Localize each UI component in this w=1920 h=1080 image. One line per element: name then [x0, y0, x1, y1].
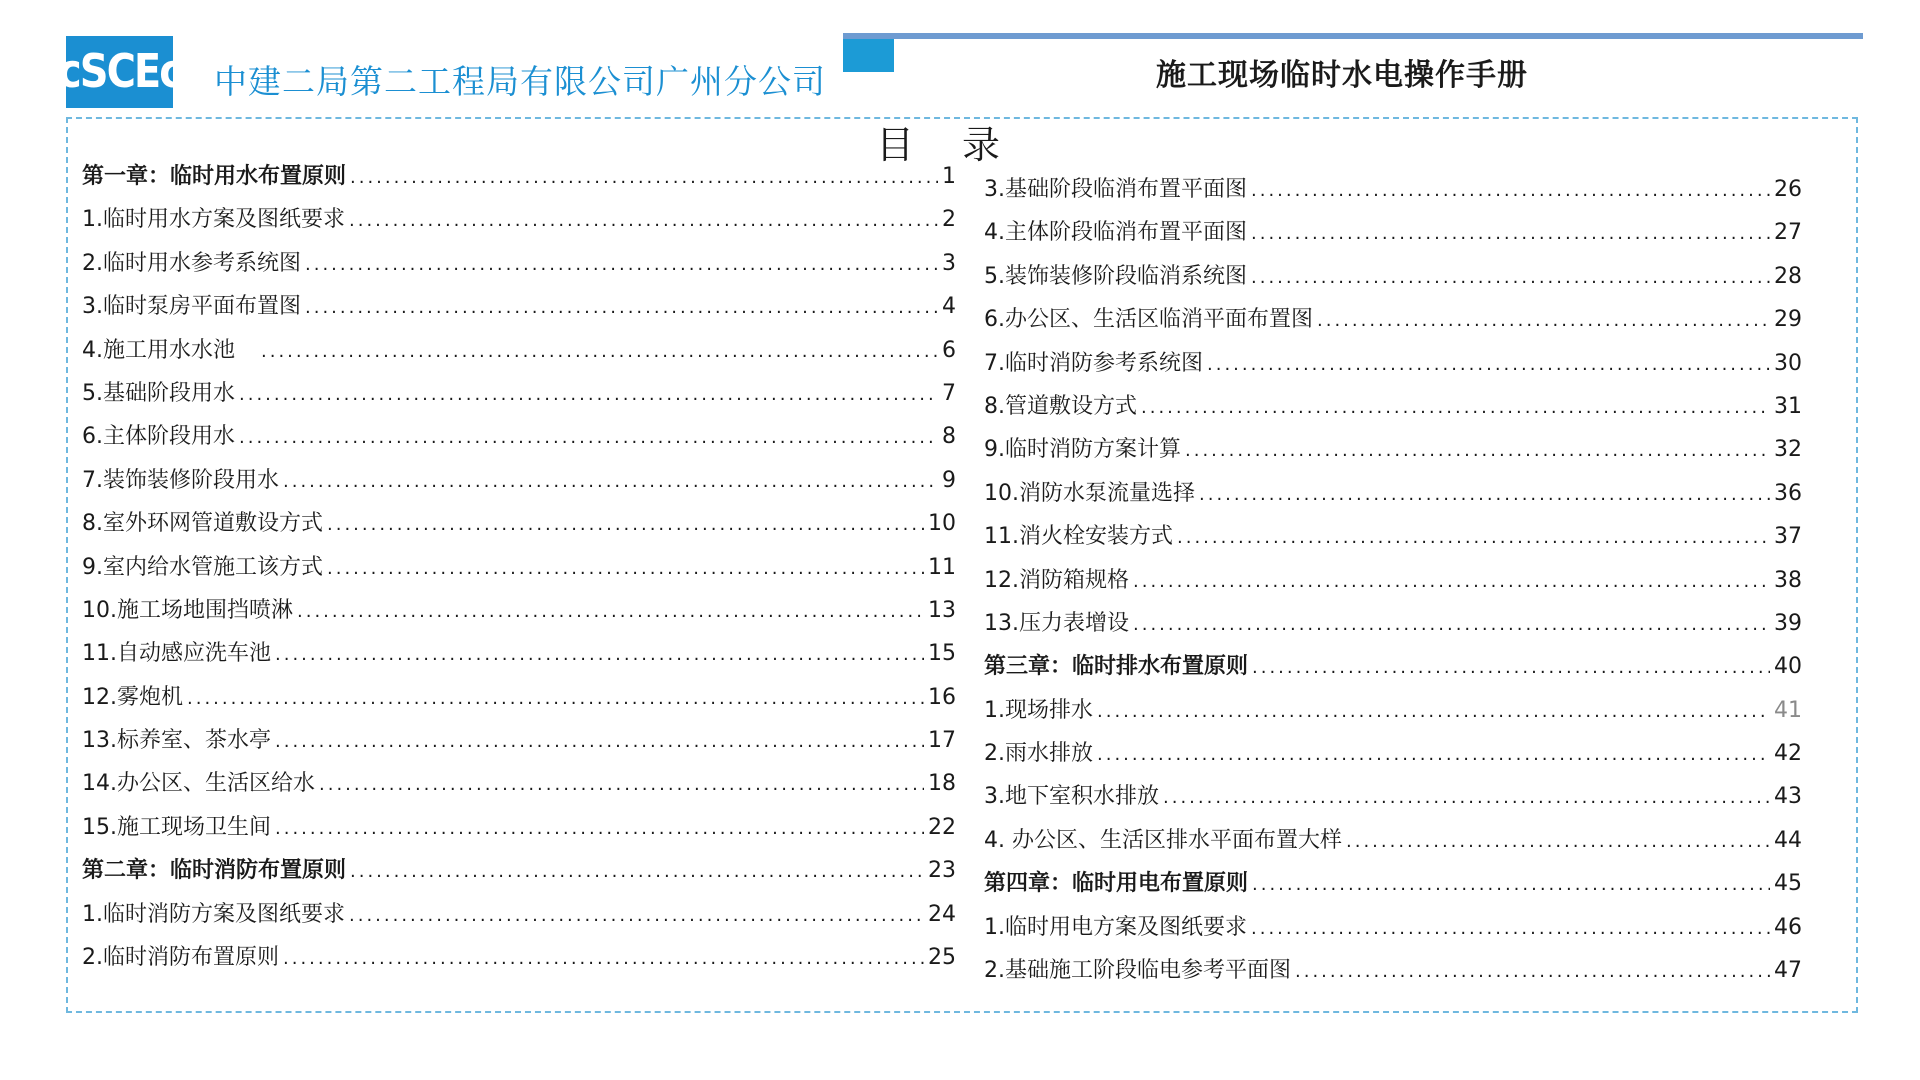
toc-heading: 目录: [876, 123, 1049, 167]
toc-leader-dots: [1097, 744, 1770, 765]
toc-entry-title: 4.主体阶段临消布置平面图: [984, 220, 1247, 246]
toc-leader-dots: [1199, 484, 1770, 505]
toc-leader-dots: [327, 514, 924, 535]
toc-entry-page: 17: [928, 728, 956, 754]
toc-entry-page: 31: [1774, 393, 1802, 419]
toc-entry[interactable]: [984, 779, 1802, 822]
toc-entry-page: 6: [942, 337, 956, 363]
toc-entry-title: 1.临时消防方案及图纸要求: [82, 901, 345, 927]
toc-entry-page: 7: [942, 380, 956, 406]
toc-entry-title: 3.临时泵房平面布置图: [82, 294, 301, 320]
toc-entry[interactable]: [82, 289, 956, 332]
toc-entry[interactable]: [82, 202, 956, 245]
toc-leader-dots: [1207, 354, 1770, 375]
toc-entry-page: 44: [1774, 827, 1802, 853]
toc-leader-dots: [1251, 267, 1770, 288]
toc-entry-page: 45: [1774, 871, 1802, 897]
toc-entry-title: 9.临时消防方案计算: [984, 437, 1181, 463]
toc-entry-page: 22: [928, 814, 956, 840]
toc-entry-page: 30: [1774, 350, 1802, 376]
toc-entry-page: 46: [1774, 914, 1802, 940]
toc-entry-page: 3: [942, 250, 956, 276]
toc-entry[interactable]: [82, 376, 956, 419]
toc-entry-title: 7.装饰装修阶段用水: [82, 467, 279, 493]
toc-entry-page: 41: [1774, 697, 1802, 723]
toc-leader-dots: [275, 731, 924, 752]
toc-entry-title: 第一章：临时用水布置原则: [82, 163, 347, 189]
toc-leader-dots: [275, 644, 924, 665]
toc-entry-title: 1.临时用水方案及图纸要求: [82, 207, 345, 233]
toc-leader-dots: [1097, 701, 1770, 722]
toc-entry[interactable]: [984, 346, 1802, 389]
toc-entry[interactable]: [984, 953, 1802, 996]
toc-entry[interactable]: [82, 723, 956, 766]
toc-entry-page: 32: [1774, 437, 1802, 463]
toc-leader-dots: [305, 254, 938, 275]
toc-leader-dots: [283, 948, 924, 969]
toc-entry-title: 6.主体阶段用水: [82, 424, 235, 450]
toc-entry-page: 40: [1774, 654, 1802, 680]
toc-leader-dots: [239, 384, 938, 405]
toc-entry-page: 13: [928, 597, 956, 623]
toc-leader-dots: [1133, 614, 1770, 635]
toc-chapter-entry[interactable]: [984, 866, 1802, 909]
toc-chapter-entry[interactable]: [82, 159, 956, 202]
toc-leader-dots: [297, 601, 924, 622]
toc-entry[interactable]: [984, 172, 1802, 215]
toc-leader-dots: [283, 471, 938, 492]
toc-entry[interactable]: [984, 302, 1802, 345]
toc-entry-title: 6.办公区、生活区临消平面布置图: [984, 307, 1313, 333]
toc-leader-dots: [1252, 874, 1770, 895]
toc-entry[interactable]: [984, 563, 1802, 606]
toc-entry[interactable]: [82, 246, 956, 289]
toc-entry-title: 4.施工用水水池: [82, 337, 257, 363]
toc-leader-dots: [1252, 657, 1770, 678]
toc-entry[interactable]: [984, 389, 1802, 432]
toc-entry-page: 16: [928, 684, 956, 710]
company-name: 中建二局第二工程局有限公司广州分公司: [214, 62, 826, 101]
toc-entry[interactable]: [82, 419, 956, 462]
toc-leader-dots: [350, 861, 924, 882]
toc-entry-title: 5.装饰装修阶段临消系统图: [984, 263, 1247, 289]
toc-entry[interactable]: [984, 432, 1802, 475]
toc-entry-page: 42: [1774, 741, 1802, 767]
toc-entry[interactable]: [984, 476, 1802, 519]
toc-entry[interactable]: [82, 766, 956, 809]
toc-leader-dots: [1141, 397, 1770, 418]
toc-entry-title: 8.管道敷设方式: [984, 393, 1137, 419]
toc-entry[interactable]: [82, 636, 956, 679]
toc-leader-dots: [1251, 223, 1770, 244]
toc-entry-page: 27: [1774, 220, 1802, 246]
toc-entry-page: 4: [942, 294, 956, 320]
toc-entry[interactable]: [82, 463, 956, 506]
header-accent-block: [843, 39, 894, 72]
toc-entry-title: 5.基础阶段用水: [82, 380, 235, 406]
toc-leader-dots: [349, 210, 938, 231]
toc-entry-title: 10.消防水泵流量选择: [984, 480, 1195, 506]
toc-entry-title: 8.室外环网管道敷设方式: [82, 511, 323, 537]
toc-entry-title: 第三章：临时排水布置原则: [984, 653, 1249, 680]
toc-entry-title: 3.基础阶段临消布置平面图: [984, 177, 1247, 202]
toc-entry-page: 18: [928, 771, 956, 797]
toc-leader-dots: [1317, 310, 1770, 331]
toc-entry[interactable]: [82, 897, 956, 940]
toc-entry-page: 47: [1774, 958, 1802, 984]
toc-chapter-entry[interactable]: [984, 649, 1802, 692]
toc-leader-dots: [261, 341, 938, 362]
toc-leader-dots: [1346, 831, 1770, 852]
toc-entry-page: 36: [1774, 480, 1802, 506]
toc-entry-title: 13.压力表增设: [984, 610, 1129, 636]
toc-leader-dots: [1163, 787, 1770, 808]
toc-leader-dots: [327, 558, 924, 579]
document-title: 施工现场临时水电操作手册: [1156, 58, 1528, 93]
toc-entry-page: 38: [1774, 567, 1802, 593]
toc-entry-page: 29: [1774, 307, 1802, 333]
toc-leader-dots: [1251, 180, 1770, 201]
toc-entry-title: 12.消防箱规格: [984, 567, 1129, 593]
toc-entry-title: 13.标养室、茶水亭: [82, 728, 271, 754]
toc-entry[interactable]: [984, 259, 1802, 302]
toc-entry-title: 10.施工场地围挡喷淋: [82, 597, 293, 623]
toc-entry-page: 37: [1774, 524, 1802, 550]
toc-leader-dots: [305, 297, 938, 318]
toc-column-left: [82, 159, 956, 983]
toc-leader-dots: [239, 427, 938, 448]
toc-entry-title: 11.自动感应洗车池: [82, 641, 271, 667]
toc-entry-page: 15: [928, 641, 956, 667]
toc-leader-dots: [187, 688, 924, 709]
toc-entry[interactable]: [984, 736, 1802, 779]
toc-entry[interactable]: [82, 680, 956, 723]
toc-entry[interactable]: [984, 519, 1802, 562]
toc-leader-dots: [350, 167, 938, 188]
toc-leader-dots: [1251, 918, 1770, 939]
toc-entry-page: 39: [1774, 610, 1802, 636]
toc-leader-dots: [1133, 571, 1770, 592]
logo-text: cSCEc: [58, 45, 181, 99]
toc-entry-title: 14.办公区、生活区给水: [82, 771, 315, 797]
toc-entry-title: 1.现场排水: [984, 697, 1093, 723]
toc-leader-dots: [349, 905, 924, 926]
toc-entry-title: 4. 办公区、生活区排水平面布置大样: [984, 827, 1342, 853]
toc-entry-title: 12.雾炮机: [82, 684, 183, 710]
toc-entry-page: 2: [942, 207, 956, 233]
toc-leader-dots: [319, 774, 924, 795]
toc-entry[interactable]: [984, 823, 1802, 866]
toc-entry[interactable]: [984, 606, 1802, 649]
toc-entry[interactable]: [82, 940, 956, 983]
toc-entry-title: 15.施工现场卫生间: [82, 814, 271, 840]
toc-entry-page: 10: [928, 511, 956, 537]
toc-leader-dots: [1177, 527, 1770, 548]
toc-chapter-entry[interactable]: [82, 853, 956, 896]
toc-leader-dots: [1295, 961, 1770, 982]
toc-entry-title: 第四章：临时用电布置原则: [984, 870, 1249, 897]
toc-leader-dots: [275, 818, 924, 839]
toc-entry-page: 24: [928, 901, 956, 927]
toc-entry-page: 8: [942, 424, 956, 450]
toc-entry-page: 25: [928, 945, 956, 971]
toc-entry-title: 第二章：临时消防布置原则: [82, 857, 347, 884]
toc-entry-page: 26: [1774, 177, 1802, 202]
toc-entry-page: 28: [1774, 263, 1802, 289]
toc-column-right: [984, 172, 1802, 996]
toc-entry[interactable]: [984, 693, 1802, 736]
toc-entry-title: 1.临时用电方案及图纸要求: [984, 914, 1247, 940]
toc-entry-page: 1: [942, 164, 956, 189]
toc-entry[interactable]: [82, 333, 956, 376]
toc-entry-title: 11.消火栓安装方式: [984, 524, 1173, 550]
header-rule: [843, 33, 1863, 39]
toc-leader-dots: [1185, 440, 1770, 461]
toc-entry-title: 2.临时消防布置原则: [82, 945, 279, 971]
toc-entry-title: 2.雨水排放: [984, 741, 1093, 767]
toc-entry-title: 3.地下室积水排放: [984, 784, 1159, 810]
company-logo: [58, 36, 181, 108]
toc-entry[interactable]: [984, 910, 1802, 953]
toc-entry-page: 9: [942, 467, 956, 493]
toc-entry-page: 43: [1774, 784, 1802, 810]
toc-entry-title: 2.基础施工阶段临电参考平面图: [984, 958, 1291, 984]
toc-entry[interactable]: [82, 593, 956, 636]
toc-entry[interactable]: [82, 810, 956, 853]
toc-entry[interactable]: [984, 215, 1802, 258]
toc-entry-page: 23: [928, 858, 956, 884]
toc-entry[interactable]: [82, 506, 956, 549]
toc-entry-page: 11: [928, 554, 956, 580]
toc-entry-title: 7.临时消防参考系统图: [984, 350, 1203, 376]
toc-entry[interactable]: [82, 550, 956, 593]
toc-entry-title: 2.临时用水参考系统图: [82, 250, 301, 276]
toc-entry-title: 9.室内给水管施工该方式: [82, 554, 323, 580]
